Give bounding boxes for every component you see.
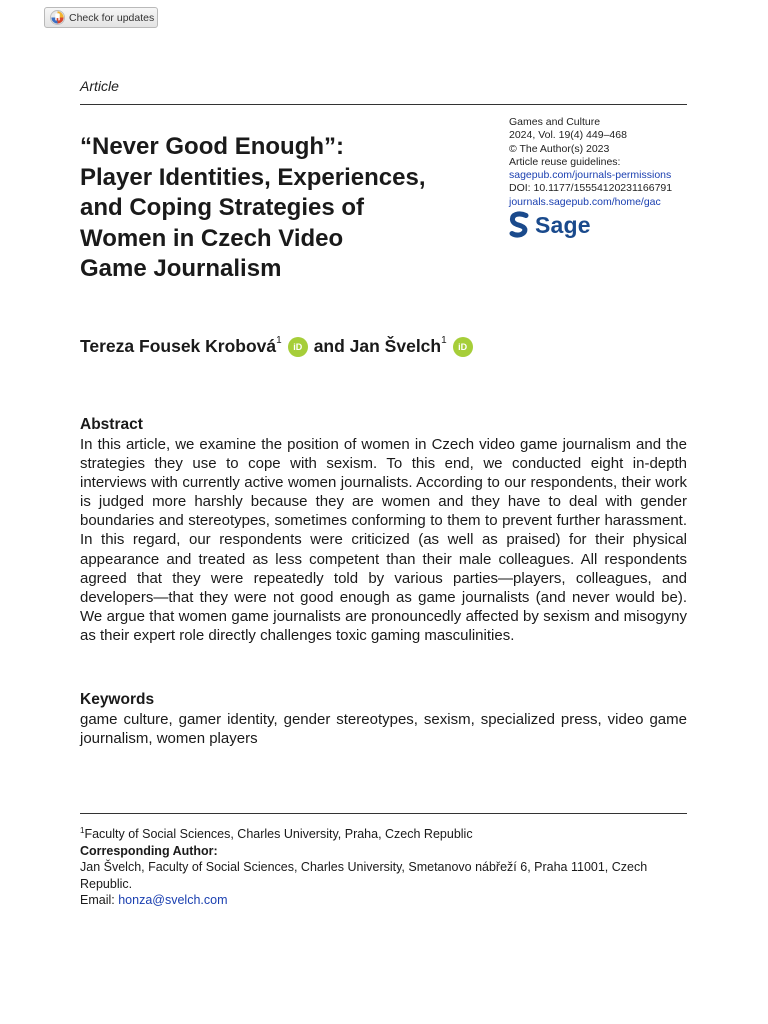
article-title bbox=[80, 132, 500, 285]
permissions-link[interactable]: sagepub.com/journals-permissions bbox=[509, 169, 672, 182]
sage-s-icon bbox=[509, 211, 531, 239]
affiliation-note bbox=[80, 823, 687, 843]
title-line: “Never Good Enough”: bbox=[80, 133, 344, 160]
abstract-heading: Abstract bbox=[80, 416, 143, 433]
journal-volume: 2024, Vol. 19(4) 449–468 bbox=[509, 129, 627, 142]
title-line: and Coping Strategies of bbox=[80, 194, 365, 221]
email-label: Email: bbox=[80, 893, 115, 908]
check-for-updates-button[interactable] bbox=[44, 7, 158, 28]
publisher-name: Sage bbox=[535, 211, 591, 238]
affiliation-marker: 1 bbox=[441, 335, 447, 346]
author-name: and Jan Švelch bbox=[313, 336, 442, 356]
check-updates-icon bbox=[50, 10, 65, 25]
email-link[interactable]: honza@svelch.com bbox=[118, 893, 228, 908]
author-list bbox=[80, 336, 479, 357]
journal-copyright: © The Author(s) 2023 bbox=[509, 142, 610, 155]
author-name: Tereza Fousek Krobová bbox=[80, 336, 277, 356]
affiliation-text: Faculty of Social Sciences, Charles University, Praha, Czech Republic bbox=[84, 827, 473, 842]
keywords-text: game culture, gamer identity, gender stereotypes, sexism, specialized press, video game journalism, women players bbox=[80, 711, 687, 748]
header-divider bbox=[80, 104, 687, 105]
footnotes bbox=[80, 823, 687, 909]
doi: DOI: 10.1177/15554120231166791 bbox=[509, 182, 673, 195]
title-line: Player Identities, Experiences, bbox=[80, 163, 426, 191]
reuse-guidelines-label: Article reuse guidelines: bbox=[509, 155, 621, 168]
journal-info bbox=[509, 116, 672, 209]
corresponding-author-heading: Corresponding Author: bbox=[80, 843, 218, 858]
orcid-icon[interactable]: iD bbox=[453, 337, 473, 357]
article-type-label: Article bbox=[80, 78, 119, 94]
check-for-updates-label: Check for updates bbox=[69, 11, 155, 24]
keywords-heading: Keywords bbox=[80, 691, 155, 708]
orcid-icon[interactable]: iD bbox=[288, 337, 308, 357]
footnote-divider bbox=[80, 813, 687, 814]
affiliation-marker: 1 bbox=[80, 826, 85, 835]
title-line: Game Journalism bbox=[80, 255, 282, 282]
abstract-text: In this article, we examine the position of women in Czech video game journalism and the strategies they use to cope with sexism. To this end, we conducted eight in-depth interviews with currently active women journalists. According to our respondents, their work is judged more harshly because they are women and they have to deal with gender boundaries and stereotypes, sometimes conforming to them to prevent further harassment. In this regard, our respondents were criticized (as well as praised) for their physical appearance and treated as less competent than their male colleagues. All respondents agreed that they were repeatedly told by various parties—players, colleagues, and developers—that they were not good enough as game journalists (and never would be). We argue that women game journalists are pronouncedly affected by sexism and misogyny as their expert role directly challenges toxic gaming masculinities. bbox=[80, 436, 687, 644]
journal-home-link[interactable]: journals.sagepub.com/home/gac bbox=[509, 195, 661, 208]
journal-name: Games and Culture bbox=[509, 116, 601, 128]
corresponding-author-text: Jan Švelch, Faculty of Social Sciences, Charles University, Smetanovo nábřeží 6, Praha 11001, Czech Republic. bbox=[80, 860, 648, 891]
sage-logo bbox=[509, 211, 591, 239]
affiliation-marker: 1 bbox=[276, 335, 282, 346]
title-line: Women in Czech Video bbox=[80, 224, 344, 252]
email-line bbox=[80, 892, 687, 909]
